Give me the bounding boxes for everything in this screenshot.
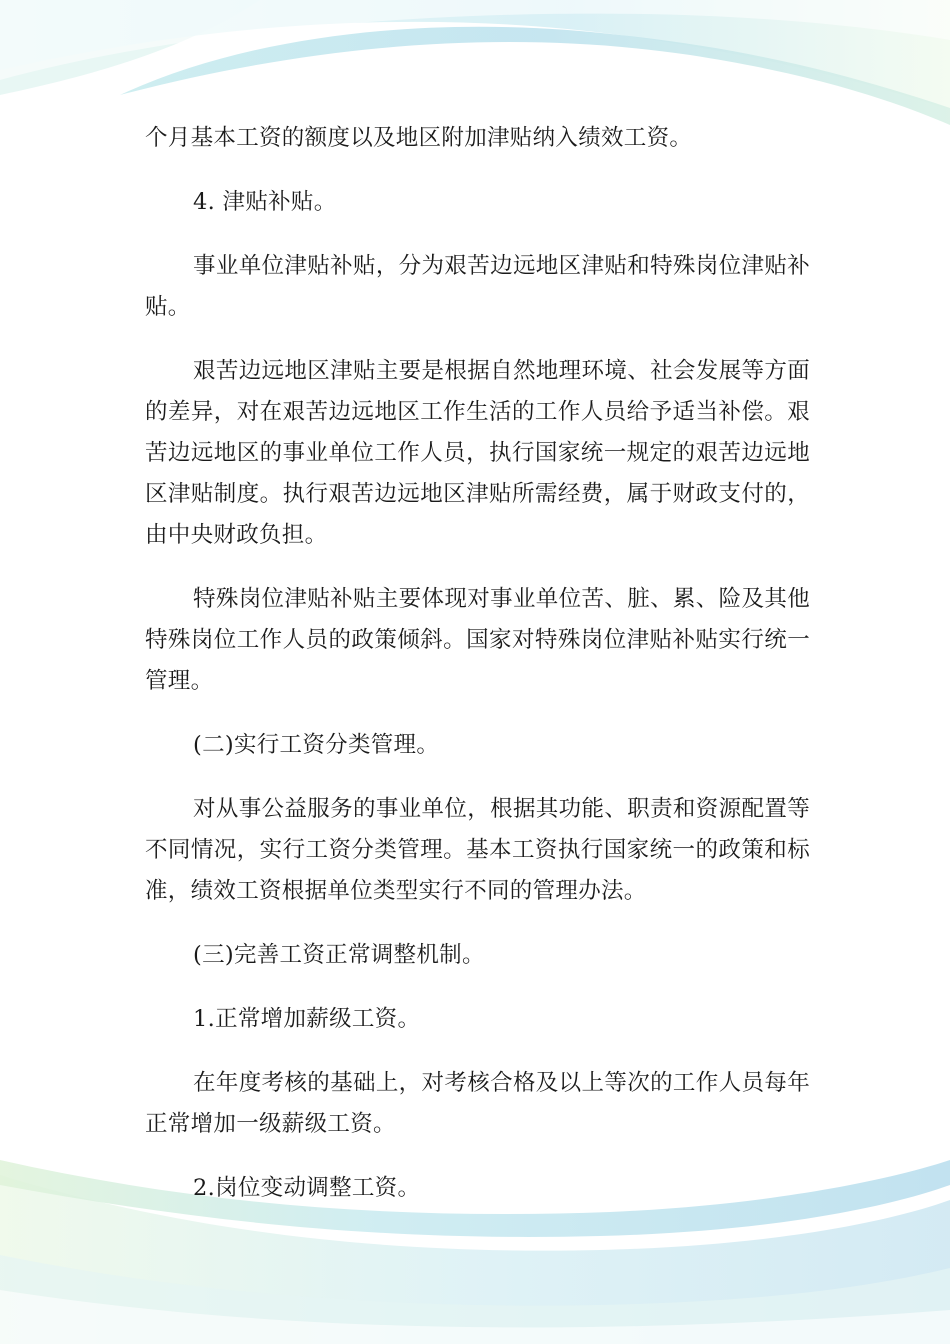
- paragraph-11: 2.岗位变动调整工资。: [193, 1175, 421, 1201]
- paragraph-10: 在年度考核的基础上，对考核合格及以上等次的工作人员每年正常增加一级薪级工资。: [145, 1070, 810, 1137]
- paragraph-3: 事业单位津贴补贴，分为艰苦边远地区津贴和特殊岗位津贴补贴。: [145, 253, 810, 320]
- paragraph-9: 1.正常增加薪级工资。: [193, 1006, 421, 1032]
- paragraph-2: 4. 津贴补贴。: [193, 189, 337, 215]
- paragraph-7: 对从事公益服务的事业单位，根据其功能、职责和资源配置等不同情况，实行工资分类管理。基本工资执行国家统一的政策和标准，绩效工资根据单位类型实行不同的管理办法。: [145, 796, 810, 904]
- paragraph-6: (二)实行工资分类管理。: [193, 732, 440, 758]
- paragraph-4: 艰苦边远地区津贴主要是根据自然地理环境、社会发展等方面的差异，对在艰苦边远地区工作生活的工作人员给予适当补偿。艰苦边远地区的事业单位工作人员，执行国家统一规定的艰苦边远地区津贴制度。执行艰苦边远地区津贴所需经费，属于财政支付的，由中央财政负担。: [145, 358, 810, 548]
- paragraph-8: (三)完善工资正常调整机制。: [193, 942, 485, 968]
- paragraph-5: 特殊岗位津贴补贴主要体现对事业单位苦、脏、累、险及其他特殊岗位工作人员的政策倾斜。国家对特殊岗位津贴补贴实行统一管理。: [145, 586, 810, 694]
- paragraph-1: 个月基本工资的额度以及地区附加津贴纳入绩效工资。: [145, 125, 693, 151]
- document-body: [145, 118, 810, 1232]
